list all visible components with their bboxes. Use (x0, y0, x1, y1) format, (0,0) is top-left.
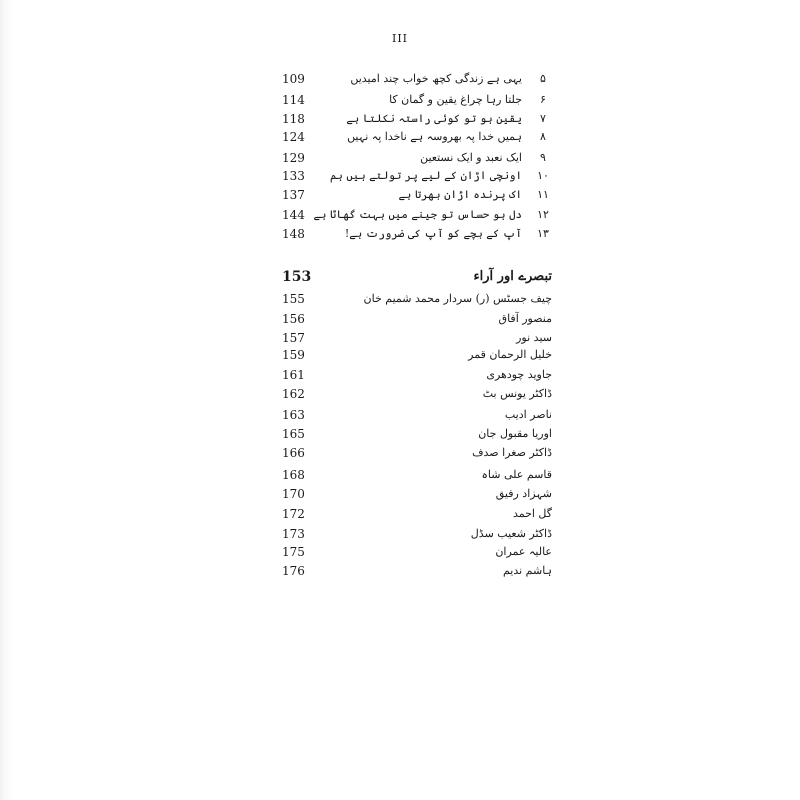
toc-title: جلتا رہا چراغ یقین و گمان کا (389, 93, 522, 106)
contributor-name: اوریا مقبول جان (478, 427, 552, 440)
toc-chapter-number: ۷ (540, 112, 546, 125)
toc-page-number: 109 (282, 72, 305, 86)
toc-page-number: 157 (282, 331, 305, 345)
toc-title: ہمیں خدا پہ بھروسہ ہے ناخدا پہ نہیں (347, 130, 522, 143)
toc-page-number: 133 (282, 169, 305, 183)
toc-page-number: 165 (282, 427, 305, 441)
toc-page-number: 176 (282, 564, 305, 578)
toc-chapter-number: ۱۱ (537, 188, 549, 201)
toc-entry (282, 91, 552, 109)
toc-entry (282, 206, 552, 224)
toc-chapter-number: ۱۲ (537, 208, 549, 221)
toc-entry (282, 70, 552, 88)
toc-title: آپ کے بچے کو آپ کی ضرورت ہے! (344, 227, 522, 240)
toc-entry (282, 128, 552, 146)
contributor-entry (282, 562, 552, 580)
toc-page-number: 137 (282, 188, 305, 202)
toc-page-number: 144 (282, 208, 305, 222)
toc-title: اونچی اڑان کے لیے پر تولتے ہیں ہم (329, 169, 522, 182)
toc-title: یقین ہو تو کوئی راستہ نکلتا ہے (346, 112, 522, 125)
toc-chapter-number: ۱۰ (537, 169, 549, 182)
contributor-entry (282, 329, 552, 347)
toc-page-number: 161 (282, 368, 305, 382)
toc-page-number: 172 (282, 507, 305, 521)
toc-page-number: 118 (282, 112, 305, 126)
toc-title: ایک نعبد و ایک نستعین (420, 151, 522, 164)
contributor-entry (282, 485, 552, 503)
contributor-name: ڈاکٹر یونس بٹ (482, 387, 552, 400)
toc-title: اک پرندہ اڑان بھرتا ہے (398, 188, 522, 201)
contributor-entry (282, 310, 552, 328)
toc-entry (282, 110, 552, 128)
contributor-entry (282, 525, 552, 543)
toc-chapter-number: ۹ (540, 151, 546, 164)
toc-entry (282, 167, 552, 185)
section-page-number: 153 (282, 269, 312, 285)
toc-entry (282, 149, 552, 167)
contributor-name: جاوید چودھری (486, 368, 552, 381)
contributor-entry (282, 290, 552, 308)
page-number: III (391, 32, 409, 45)
section-heading (282, 266, 552, 288)
contributor-name: چیف جسٹس (ر) سردار محمد شمیم خان (363, 292, 552, 305)
toc-page-number: 159 (282, 348, 305, 362)
contributor-name: خلیل الرحمان قمر (468, 348, 552, 361)
contributor-name: گل احمد (512, 507, 552, 520)
contributor-name: عالیہ عمران (495, 545, 552, 558)
toc-page-number: 166 (282, 446, 305, 460)
toc-page-number: 175 (282, 545, 305, 559)
toc-page-number: 155 (282, 292, 305, 306)
toc-page-number: 129 (282, 151, 305, 165)
contributor-name: ڈاکٹر صغرا صدف (472, 446, 552, 459)
toc-title: یہی ہے زندگی کچھ خواب چند امیدیں (350, 72, 522, 85)
toc-page-number: 148 (282, 227, 305, 241)
contributor-name: ہاشم ندیم (502, 564, 552, 577)
toc-chapter-number: ۵ (540, 72, 546, 85)
contributor-entry (282, 444, 552, 462)
contributor-name: شہزاد رفیق (495, 487, 552, 500)
section-title: تبصرے اور آراء (473, 269, 552, 284)
contributor-entry (282, 346, 552, 364)
toc-chapter-number: ۱۳ (537, 227, 549, 240)
toc-entry (282, 225, 552, 243)
toc-page-number: 124 (282, 130, 305, 144)
toc-chapter-number: ۸ (540, 130, 546, 143)
toc-page-number: 173 (282, 527, 305, 541)
contributor-name: ناصر ادیب (504, 408, 552, 421)
contributor-name: ڈاکٹر شعیب سڈل (470, 527, 552, 540)
contributor-name: منصور آفاق (498, 312, 552, 325)
contributor-entry (282, 406, 552, 424)
toc-page-number: 170 (282, 487, 305, 501)
toc-chapter-number: ۶ (540, 93, 546, 106)
contributor-name: سید نور (516, 331, 552, 344)
contributor-entry (282, 543, 552, 561)
contributor-name: قاسم علی شاہ (481, 468, 552, 481)
contributor-entry (282, 366, 552, 384)
toc-page-number: 163 (282, 408, 305, 422)
toc-entry (282, 186, 552, 204)
toc-page-number: 114 (282, 93, 305, 107)
toc-page-number: 168 (282, 468, 305, 482)
toc-page-number: 156 (282, 312, 305, 326)
toc-page-number: 162 (282, 387, 305, 401)
contributor-entry (282, 505, 552, 523)
contributor-entry (282, 385, 552, 403)
contributor-entry (282, 466, 552, 484)
contributor-entry (282, 425, 552, 443)
toc-title: دل ہو حساس تو جینے میں بہت گھاٹا ہے (313, 208, 522, 221)
